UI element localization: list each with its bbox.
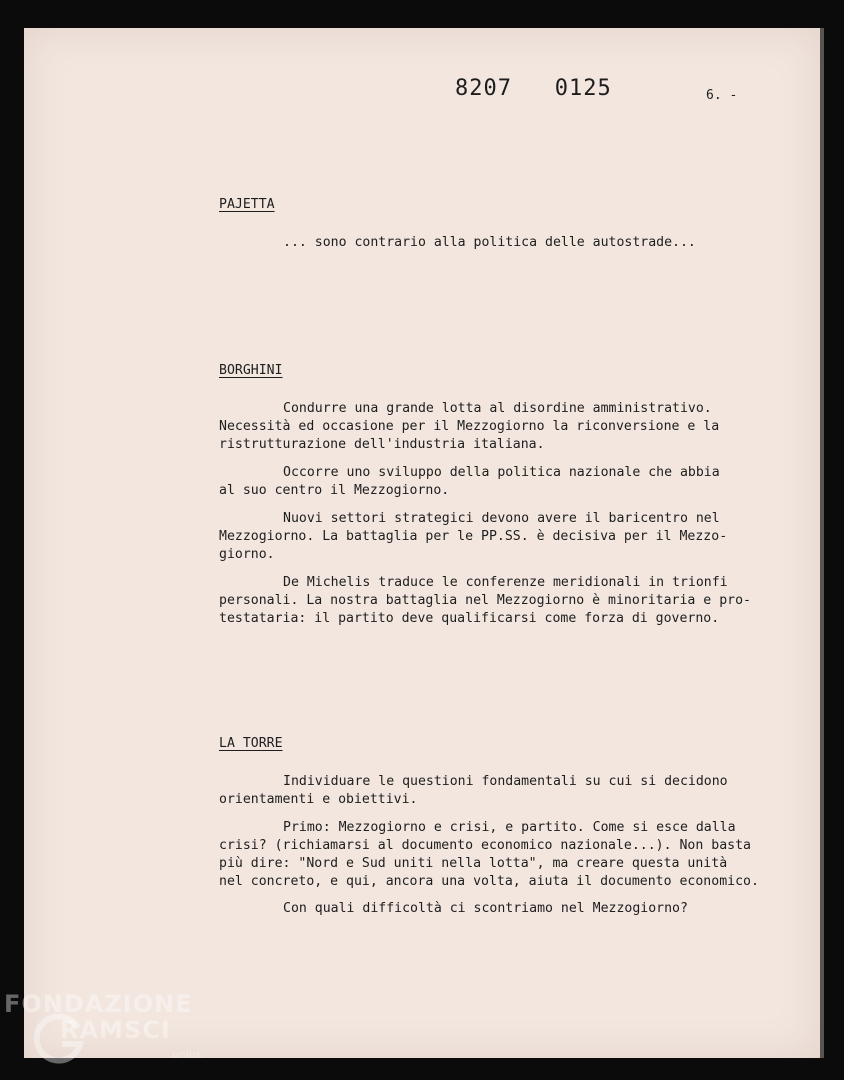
text-line: Primo: Mezzogiorno e crisi, e partito. Come si esce dalla bbox=[283, 820, 736, 835]
text-line: più dire: "Nord e Sud uniti nella lotta", ma creare questa unità bbox=[219, 856, 728, 871]
text-line: personali. La nostra battaglia nel Mezzogiorno è minoritaria e pro- bbox=[219, 593, 751, 608]
text-line: nel concreto, e qui, ancora una volta, aiuta il documento economico. bbox=[219, 874, 759, 889]
text-line: ... sono contrario alla politica delle autostrade... bbox=[283, 235, 696, 250]
text-line: Mezzogiorno. La battaglia per le PP.SS. è decisiva per il Mezzo- bbox=[219, 529, 728, 544]
text-line: orientamenti e obiettivi. bbox=[219, 792, 418, 807]
text-line: ristrutturazione dell'industria italiana. bbox=[219, 437, 545, 452]
text-line: Necessità ed occasione per il Mezzogiorno la riconversione e la bbox=[219, 419, 720, 434]
text-line: Individuare le questioni fondamentali su cui si decidono bbox=[283, 774, 728, 789]
speaker-borghini: BORGHINI bbox=[219, 363, 283, 378]
watermark-onlus: onlus bbox=[172, 1048, 202, 1061]
page-edge bbox=[820, 28, 824, 1058]
text-line: Con quali difficoltà ci scontriamo nel Mezzogiorno? bbox=[283, 901, 688, 916]
fondazione-gramsci-watermark bbox=[0, 988, 230, 1078]
text-line: testataria: il partito deve qualificarsi come forza di governo. bbox=[219, 611, 720, 626]
page-number: 6. - bbox=[706, 88, 738, 103]
text-line: crisi? (richiamarsi al documento economico nazionale...). Non basta bbox=[219, 838, 751, 853]
text-line: giorno. bbox=[219, 547, 275, 562]
text-line: De Michelis traduce le conferenze meridionali in trionfi bbox=[283, 575, 728, 590]
text-line: Condurre una grande lotta al disordine amministrativo. bbox=[283, 401, 712, 416]
paragraph bbox=[219, 510, 779, 564]
text-line: al suo centro il Mezzogiorno. bbox=[219, 483, 450, 498]
paragraph bbox=[219, 819, 779, 891]
watermark-line2: RAMSCI bbox=[60, 1016, 171, 1044]
paragraph bbox=[219, 234, 779, 252]
paragraph bbox=[219, 400, 779, 454]
watermark-line1: FONDAZIONE bbox=[4, 990, 193, 1018]
document-number: 8207 0125 bbox=[455, 76, 612, 101]
speaker-la-torre: LA TORRE bbox=[219, 736, 283, 751]
paragraph bbox=[219, 574, 779, 628]
paragraph bbox=[219, 900, 779, 918]
paragraph bbox=[219, 773, 779, 809]
paragraph bbox=[219, 464, 779, 500]
text-line: Occorre uno sviluppo della politica nazionale che abbia bbox=[283, 465, 720, 480]
text-line: Nuovi settori strategici devono avere il baricentro nel bbox=[283, 511, 720, 526]
speaker-pajetta: PAJETTA bbox=[219, 197, 275, 212]
